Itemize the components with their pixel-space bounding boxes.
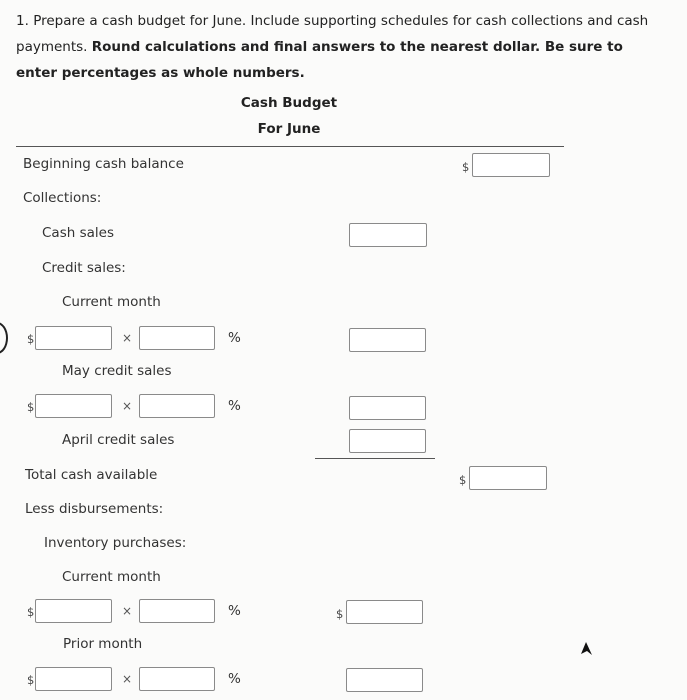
times-icon: × (122, 604, 133, 618)
april-collection-input[interactable] (349, 429, 426, 453)
inv-current-payment-input[interactable] (346, 600, 423, 624)
dollar-sign: $ (27, 332, 35, 346)
header-rule (16, 146, 564, 147)
cash-sales-input[interactable] (349, 223, 427, 247)
may-sales-input[interactable] (35, 394, 112, 418)
instructions-bold: Round calculations and final answers to the nearest dollar. Be sure to enter percentages as whole numbers. (16, 39, 623, 81)
prior-month-payment-input[interactable] (346, 668, 423, 692)
beginning-cash-label: Beginning cash balance (23, 156, 184, 172)
inv-current-percent-input[interactable] (139, 599, 215, 623)
total-cash-available-label: Total cash available (25, 467, 158, 483)
percent-sign: % (228, 671, 241, 687)
current-month-percent-input[interactable] (139, 326, 215, 350)
credit-sales-label: Credit sales: (42, 260, 126, 276)
may-credit-sales-label: May credit sales (62, 363, 172, 379)
percent-sign: % (228, 330, 241, 346)
inventory-purchases-label: Inventory purchases: (44, 535, 187, 551)
instructions (16, 8, 666, 86)
total-cash-available-input[interactable] (469, 466, 547, 490)
times-icon: × (122, 672, 133, 686)
budget-title: Cash Budget (240, 95, 338, 111)
times-icon: × (122, 331, 133, 345)
inv-current-purchases-input[interactable] (35, 599, 112, 623)
mouse-cursor-icon (578, 641, 594, 657)
prior-month-percent-input[interactable] (139, 667, 215, 691)
dollar-sign: $ (462, 160, 470, 174)
current-month-label: Current month (62, 294, 161, 310)
subtotal-rule (315, 458, 435, 459)
percent-sign: % (228, 398, 241, 414)
collections-label: Collections: (23, 190, 102, 206)
dollar-sign: $ (27, 673, 35, 687)
dollar-sign: $ (27, 400, 35, 414)
budget-subtitle: For June (257, 121, 321, 137)
instructions-lead: Prepare a cash budget for June. Include supporting schedules for cash collections and cash payments. (16, 13, 649, 55)
cash-sales-label: Cash sales (42, 225, 114, 241)
prior-month-label: Prior month (63, 636, 143, 652)
percent-sign: % (228, 603, 241, 619)
current-month-sales-input[interactable] (35, 326, 112, 350)
dollar-sign: $ (27, 605, 35, 619)
april-credit-sales-label: April credit sales (62, 432, 175, 448)
radio-circle-icon (0, 322, 8, 354)
less-disbursements-label: Less disbursements: (25, 501, 164, 517)
times-icon: × (122, 399, 133, 413)
beginning-cash-input[interactable] (472, 153, 550, 177)
may-collection-input[interactable] (349, 396, 426, 420)
current-month-collection-input[interactable] (349, 328, 426, 352)
prior-month-purchases-input[interactable] (35, 667, 112, 691)
dollar-sign: $ (459, 473, 467, 487)
inv-current-month-label: Current month (62, 569, 161, 585)
question-number: 1. (16, 13, 29, 29)
may-percent-input[interactable] (139, 394, 215, 418)
dollar-sign: $ (336, 607, 344, 621)
